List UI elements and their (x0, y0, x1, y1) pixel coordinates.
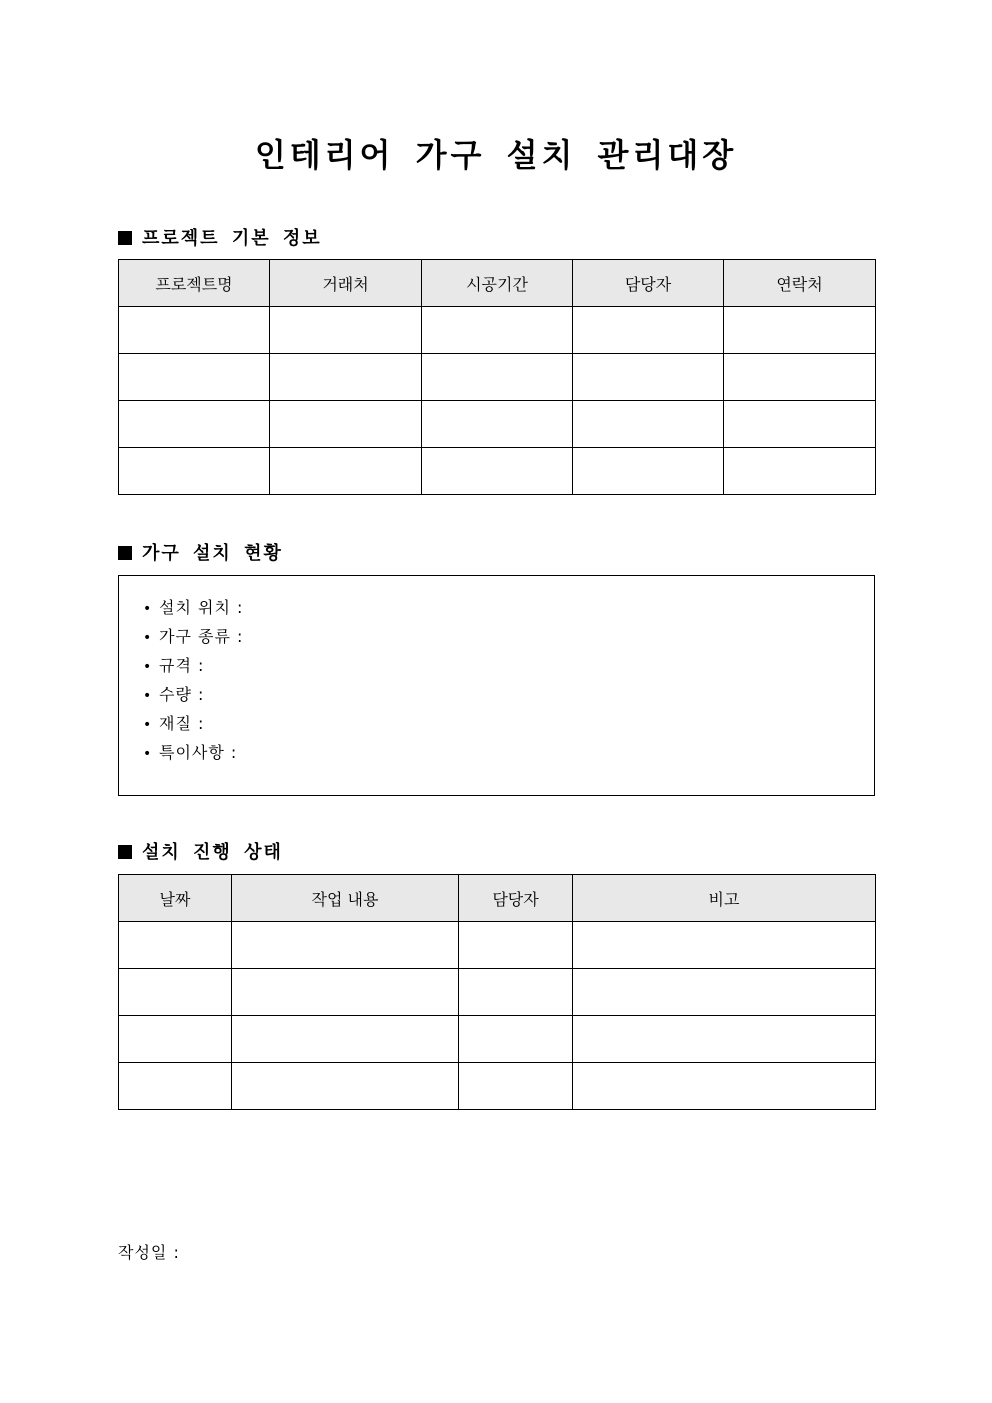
table-cell[interactable] (573, 448, 724, 495)
table-cell[interactable] (573, 401, 724, 448)
table-cell[interactable] (270, 307, 422, 354)
square-bullet-icon (118, 546, 132, 560)
table-cell[interactable] (119, 354, 270, 401)
bullet-icon: • (143, 630, 153, 646)
table-cell[interactable] (119, 307, 270, 354)
document-title: 인테리어 가구 설치 관리대장 (254, 136, 738, 174)
table-cell[interactable] (119, 448, 270, 495)
bullet-icon: • (143, 746, 153, 762)
list-item[interactable]: • 수량 : (143, 681, 874, 710)
table-cell[interactable] (459, 1016, 573, 1063)
bullet-icon: • (143, 601, 153, 617)
table-cell[interactable] (724, 354, 876, 401)
list-item[interactable]: • 규격 : (143, 652, 874, 681)
table-cell[interactable] (724, 448, 876, 495)
column-header-date: 날짜 (119, 875, 232, 922)
table-cell[interactable] (422, 307, 573, 354)
table-cell[interactable] (573, 969, 876, 1016)
table-cell[interactable] (573, 922, 876, 969)
progress-table (118, 874, 876, 1110)
table-cell[interactable] (232, 922, 459, 969)
list-item[interactable]: • 설치 위치 : (143, 594, 874, 623)
column-header-construction-period: 시공기간 (422, 260, 573, 307)
table-cell[interactable] (573, 307, 724, 354)
table-row (119, 969, 876, 1016)
column-header-work-details: 작업 내용 (232, 875, 459, 922)
project-info-table (118, 259, 876, 495)
table-cell[interactable] (459, 1063, 573, 1110)
table-cell[interactable] (459, 922, 573, 969)
table-cell[interactable] (724, 307, 876, 354)
table-cell[interactable] (270, 354, 422, 401)
furniture-detail-list (119, 576, 874, 768)
table-cell[interactable] (232, 969, 459, 1016)
table-cell[interactable] (119, 969, 232, 1016)
column-header-contact: 연락처 (724, 260, 876, 307)
table-cell[interactable] (573, 1063, 876, 1110)
bullet-icon: • (143, 659, 153, 675)
table-row (119, 1063, 876, 1110)
table-cell[interactable] (119, 401, 270, 448)
column-header-manager: 담당자 (459, 875, 573, 922)
table-row (119, 448, 876, 495)
table-row (119, 401, 876, 448)
project-section-heading-text: 프로젝트 기본 정보 (142, 228, 322, 249)
column-header-project-name: 프로젝트명 (119, 260, 270, 307)
column-header-manager: 담당자 (573, 260, 724, 307)
bullet-icon: • (143, 688, 153, 704)
progress-section-heading (118, 838, 283, 864)
table-cell[interactable] (459, 969, 573, 1016)
table-row (119, 354, 876, 401)
furniture-section-heading-text: 가구 설치 현황 (142, 543, 283, 564)
table-cell[interactable] (119, 1016, 232, 1063)
table-cell[interactable] (573, 1016, 876, 1063)
project-section-heading (118, 224, 322, 250)
table-row (119, 1016, 876, 1063)
table-cell[interactable] (119, 1063, 232, 1110)
furniture-status-box (118, 575, 875, 796)
creation-date-label: 작성일 : (118, 1243, 180, 1262)
list-item[interactable]: • 특이사항 : (143, 739, 874, 768)
table-cell[interactable] (724, 401, 876, 448)
square-bullet-icon (118, 845, 132, 859)
column-header-remarks: 비고 (573, 875, 876, 922)
table-cell[interactable] (119, 922, 232, 969)
furniture-section-heading (118, 539, 283, 565)
table-cell[interactable] (270, 448, 422, 495)
table-cell[interactable] (422, 401, 573, 448)
table-cell[interactable] (422, 354, 573, 401)
table-row (119, 307, 876, 354)
bullet-icon: • (143, 717, 153, 733)
table-cell[interactable] (270, 401, 422, 448)
table-cell[interactable] (422, 448, 573, 495)
table-header-row (119, 260, 876, 307)
list-item[interactable]: • 재질 : (143, 710, 874, 739)
table-cell[interactable] (232, 1063, 459, 1110)
table-cell[interactable] (232, 1016, 459, 1063)
square-bullet-icon (118, 231, 132, 245)
progress-section-heading-text: 설치 진행 상태 (142, 842, 283, 863)
table-row (119, 922, 876, 969)
table-cell[interactable] (573, 354, 724, 401)
table-header-row (119, 875, 876, 922)
list-item[interactable]: • 가구 종류 : (143, 623, 874, 652)
column-header-client: 거래처 (270, 260, 422, 307)
